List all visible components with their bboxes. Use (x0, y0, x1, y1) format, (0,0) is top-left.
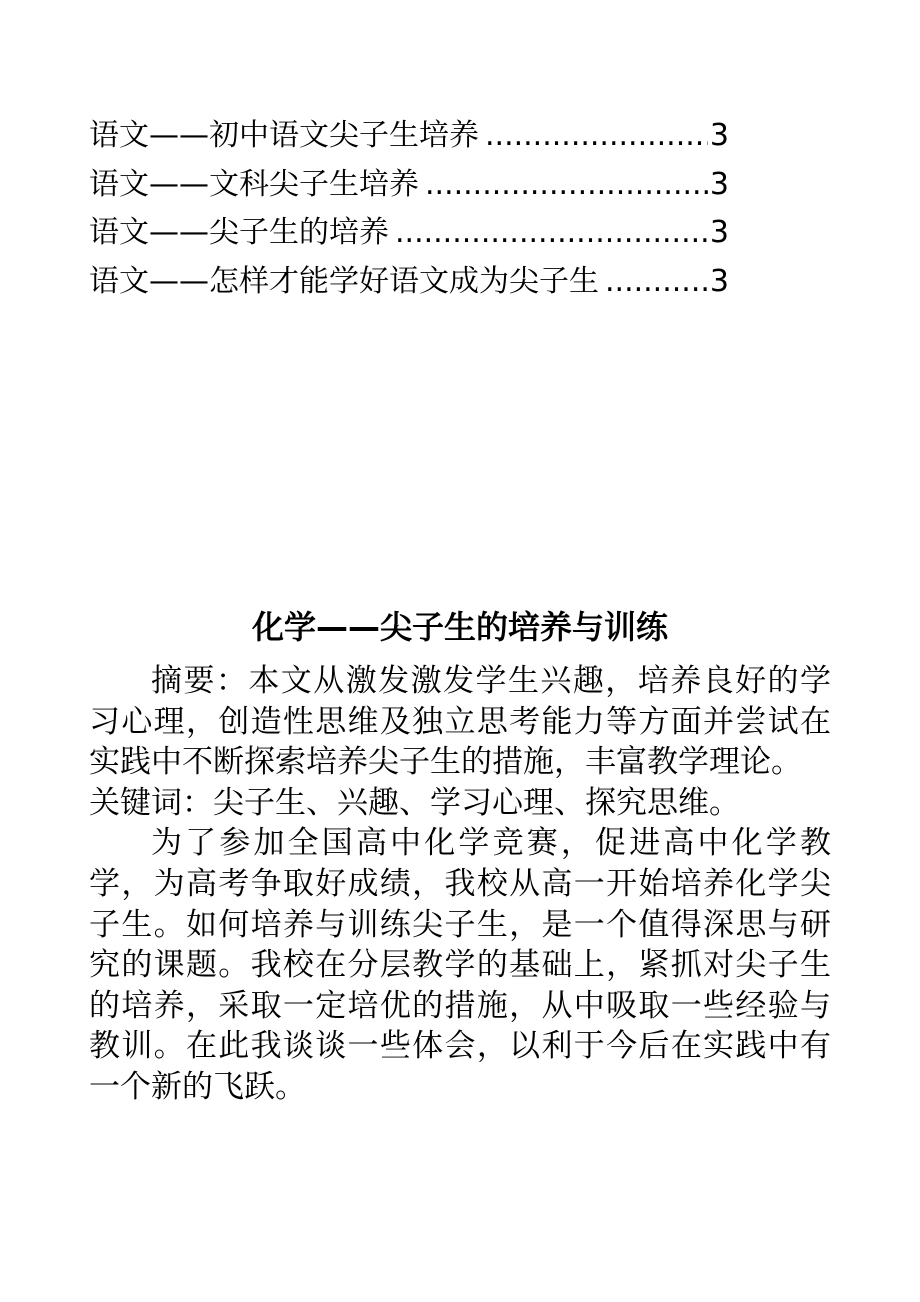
toc-dot-leader (395, 209, 708, 258)
toc-dot-leader (425, 161, 708, 210)
toc-entry-page: 3 (709, 215, 729, 250)
toc-entry-title: 语文——初中语文尖子生培养 (89, 118, 479, 153)
toc-dot-leader (485, 112, 708, 161)
keywords-line: 关键词：尖子生、兴趣、学习心理、探究思维。 (89, 784, 740, 821)
toc-entry-title: 语文——怎样才能学好语文成为尖子生 (89, 263, 599, 299)
toc-entry-title: 语文——尖子生的培养 (89, 215, 389, 250)
toc-entry[interactable] (89, 112, 729, 161)
body-paragraph: 为了参加全国高中化学竞赛，促进高中化学教学，为高考争取好成绩，我校从高一开始培养化学尖子生。如何培养与训练尖子生，是一个值得深思与研究的课题。我校在分层教学的基础上，紧抓对尖子生的培养，采取一定培优的措施，从中吸取一些经验与教训。在此我谈谈一些体会，以利于今后在实践中有一个新的飞跃。 (89, 825, 831, 1105)
toc-entry-title: 语文——文科尖子生培养 (89, 166, 419, 202)
toc-entry[interactable] (89, 161, 729, 210)
table-of-contents (89, 112, 729, 306)
toc-dot-leader (605, 258, 708, 307)
toc-entry-page: 3 (709, 263, 729, 299)
abstract-paragraph: 摘要：本文从激发激发学生兴趣，培养良好的学习心理，创造性思维及独立思考能力等方面并尝试在实践中不断探索培养尖子生的措施，丰富教学理论。 (89, 663, 831, 781)
toc-entry-page: 3 (709, 166, 729, 202)
toc-entry[interactable] (89, 258, 729, 307)
toc-entry[interactable] (89, 209, 729, 258)
article (89, 603, 831, 1108)
toc-entry-page: 3 (709, 118, 729, 153)
article-title: 化学——尖子生的培养与训练 (251, 608, 668, 646)
